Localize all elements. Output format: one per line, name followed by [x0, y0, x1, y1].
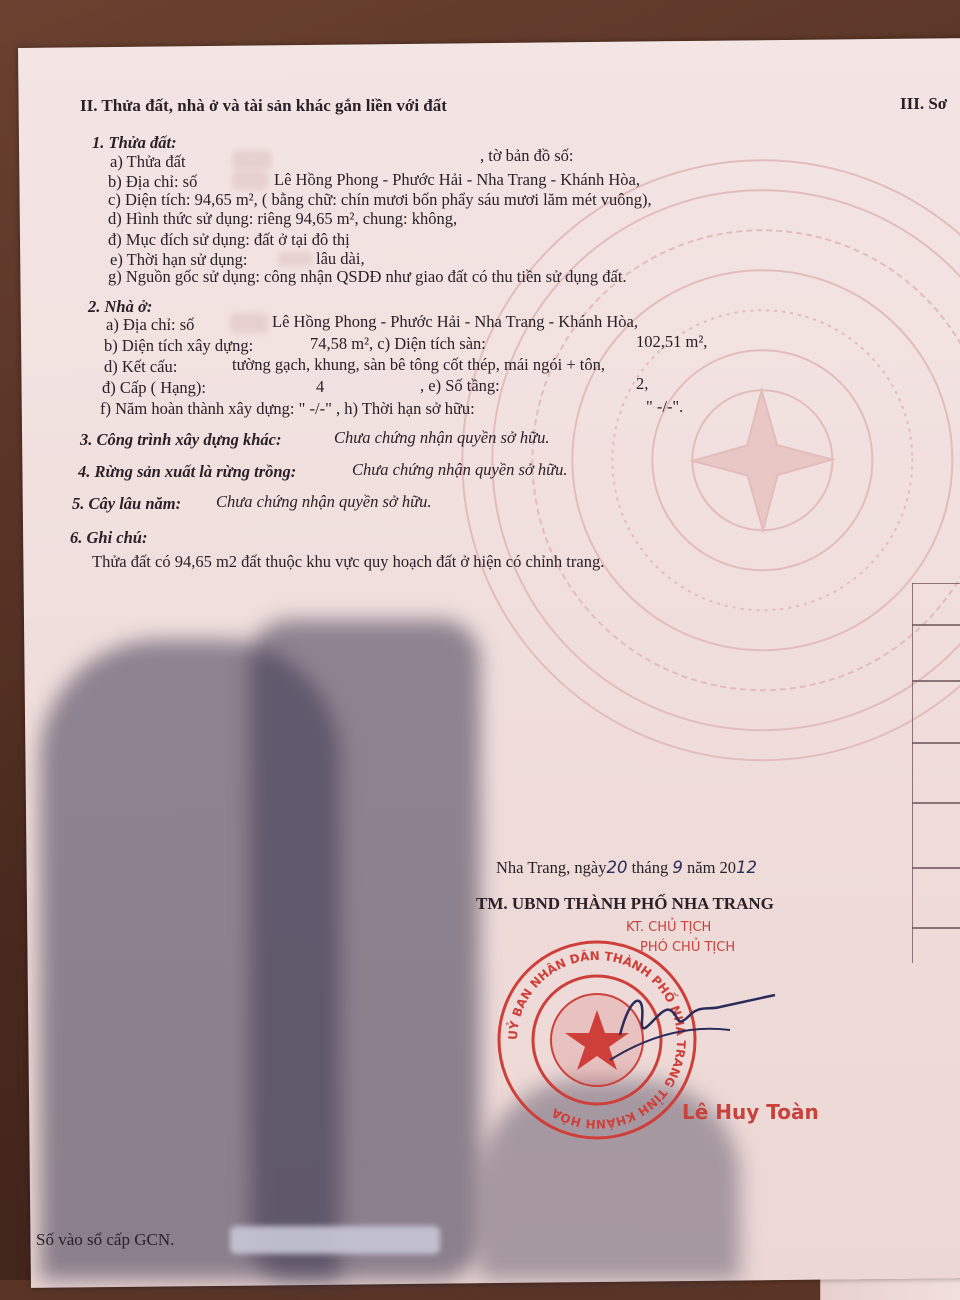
house-floor-area: 102,51 m², [636, 332, 708, 351]
land-parcel-label: a) Thửa đất [110, 152, 186, 171]
house-structure-label: d) Kết cấu: [104, 357, 178, 376]
house-building-area: 74,58 m², c) Diện tích sàn: [310, 334, 486, 353]
house-floors: 2, [636, 374, 649, 393]
house-ownership-term: " -/-". [646, 397, 684, 416]
phone-shadow [250, 620, 480, 1280]
issuing-org: TM. UBND THÀNH PHỐ NHA TRANG [476, 894, 774, 913]
forest-value: Chưa chứng nhận quyền sở hữu. [352, 460, 568, 479]
perennial-label: 5. Cây lâu năm: [72, 494, 182, 513]
handwritten-signature [590, 965, 790, 1075]
register-label: Số vào sổ cấp GCN. [36, 1230, 175, 1249]
redacted-parcel [232, 150, 272, 170]
role-line-2: PHÓ CHỦ TỊCH [640, 940, 736, 955]
house-grade-label: đ) Cấp ( Hạng): [102, 378, 207, 397]
land-address: Lê Hồng Phong - Phước Hải - Nha Trang - Khánh Hòa, [274, 170, 640, 189]
house-address-label: a) Địa chỉ: số [106, 315, 195, 334]
role-line-1: KT. CHỦ TỊCH [626, 920, 712, 935]
place-date-label [496, 858, 757, 878]
year-label: năm 20 [687, 858, 737, 877]
date-month: 9 [672, 858, 683, 877]
date-day: 20 [606, 858, 628, 877]
house-address: Lê Hồng Phong - Phước Hải - Nha Trang - Khánh Hòa, [272, 312, 638, 331]
house-building-area-label: b) Diện tích xây dựng: [104, 336, 254, 355]
redacted-term [278, 252, 312, 266]
place-date: Nha Trang, ngày [496, 858, 607, 877]
month-label: tháng [631, 858, 669, 877]
seal-text: UỶ BAN NHÂN DÂN THÀNH PHỐ NHA TRANG TỈNH KHÁNH HÒA [505, 948, 689, 1132]
land-origin: g) Nguồn gốc sử dụng: công nhận QSDĐ như giao đất có thu tiền sử dụng đất. [108, 267, 627, 286]
perennial-value: Chưa chứng nhận quyền sở hữu. [216, 492, 432, 511]
redacted-register-number [230, 1226, 440, 1254]
next-section-title: III. Sơ [900, 94, 948, 113]
forest-label: 4. Rừng sản xuất là rừng trồng: [78, 462, 297, 481]
house-grade: 4 [316, 377, 325, 396]
land-map-label: , tờ bản đồ số: [480, 146, 574, 165]
date-year: 12 [736, 858, 758, 877]
notes-label: 6. Ghi chú: [70, 528, 148, 547]
land-term-label: e) Thời hạn sử dụng: [110, 250, 248, 269]
signer-name: Lê Huy Toàn [682, 1100, 819, 1124]
section-title: II. Thửa đất, nhà ở và tài sản khác gắn liền với đất [80, 96, 447, 115]
land-purpose: đ) Mục đích sử dụng: đất ở tại đô thị [108, 230, 350, 249]
notes-value: Thửa đất có 94,65 m2 đất thuộc khu vực quy hoạch đất ở hiện có chỉnh trang. [92, 552, 605, 571]
land-heading: 1. Thửa đất: [92, 133, 177, 152]
land-address-label: b) Địa chỉ: số [108, 172, 198, 191]
other-works-value: Chưa chứng nhận quyền sở hữu. [334, 428, 550, 447]
redacted-land-number [232, 170, 268, 190]
land-term: lâu dài, [316, 249, 365, 268]
house-structure: tường gạch, khung, sàn bê tông cốt thép, mái ngói + tôn, [232, 355, 605, 374]
house-heading: 2. Nhà ở: [88, 297, 153, 316]
land-area: c) Diện tích: 94,65 m², ( bằng chữ: chín mươi bốn phẩy sáu mươi lăm mét vuông), [108, 190, 652, 209]
house-completion: f) Năm hoàn thành xây dựng: " -/-" , h) Thời hạn sở hữu: [100, 399, 475, 418]
notes-table [912, 583, 960, 963]
house-floors-label: , e) Số tầng: [420, 376, 500, 395]
other-works-label: 3. Công trình xây dựng khác: [80, 430, 282, 449]
land-usage-form: d) Hình thức sử dụng: riêng 94,65 m², chung: không, [108, 209, 458, 228]
redacted-house-number [230, 313, 268, 333]
